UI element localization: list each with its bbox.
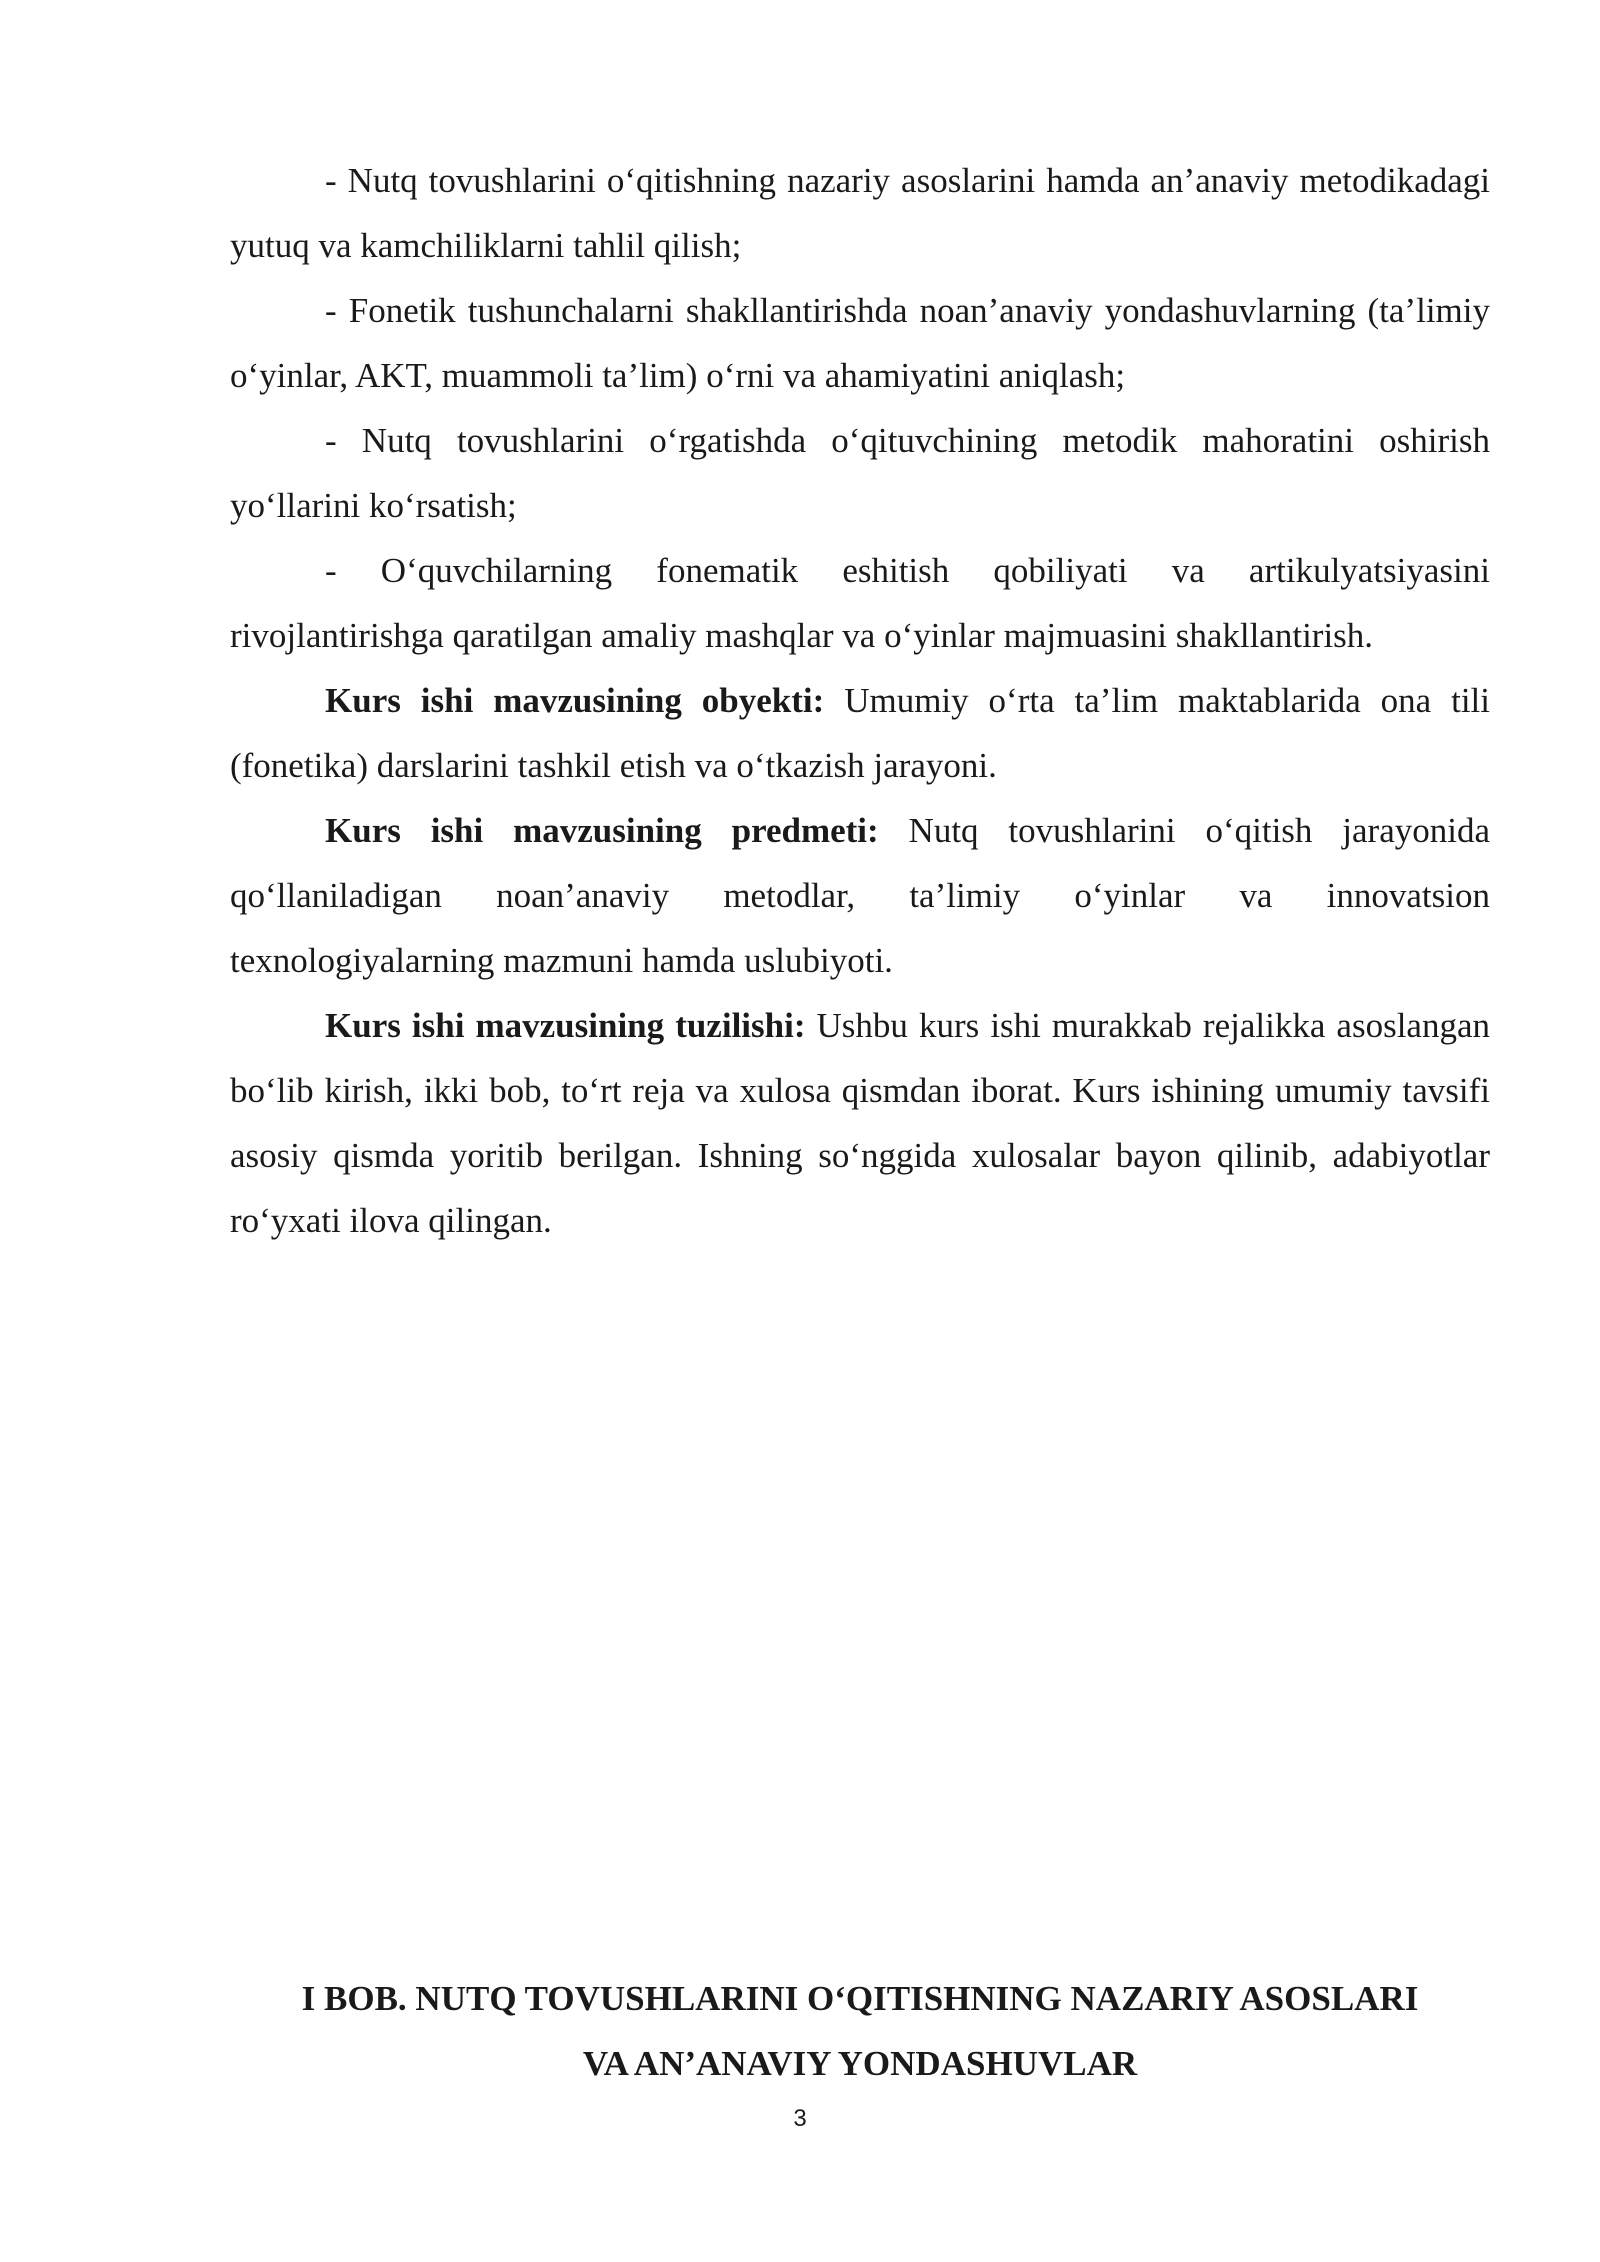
task-item-1: - Nutq tovushlarini o‘qitishning nazariy asoslarini hamda an’anaviy metodikadagi yutuq va kamchiliklarni tahlil qilish; <box>230 161 1490 265</box>
object-paragraph <box>230 668 1490 798</box>
chapter-title-line-2: VA AN’ANAVIY YONDASHUVLAR <box>582 2044 1138 2083</box>
object-label: Kurs ishi mavzusining obyekti: <box>325 681 825 720</box>
chapter-title <box>230 1966 1490 2096</box>
structure-text: Ushbu kurs ishi murakkab rejalikka asoslangan bo‘lib kirish, ikki bob, to‘rt reja va xulosa qismdan iborat. Kurs ishining umumiy tavsifi asosiy qismda yoritib berilgan. Ishning so‘nggida xulosalar bayon qilinib, adabiyotlar ro‘yxati ilova qilingan. <box>230 1006 1490 1240</box>
subject-label: Kurs ishi mavzusining predmeti: <box>325 811 879 850</box>
task-item-4: - O‘quvchilarning fonematik eshitish qobiliyati va artikulyatsiyasini rivojlantirishga qaratilgan amaliy mashqlar va o‘yinlar majmuasini shakllantirish. <box>230 551 1490 655</box>
chapter-title-line-1: I BOB. NUTQ TOVUSHLARINI O‘QITISHNING NAZARIY ASOSLARI <box>301 1979 1419 2018</box>
subject-text: Nutq tovushlarini o‘qitish jarayonida qo‘llaniladigan noan’anaviy metodlar, ta’limiy o‘yinlar va innovatsion texnologiyalarning mazmuni hamda uslubiyoti. <box>230 811 1490 980</box>
task-item-3: - Nutq tovushlarini o‘rgatishda o‘qituvchining metodik mahoratini oshirish yo‘llarini ko‘rsatish; <box>230 421 1490 525</box>
object-text: Umumiy o‘rta ta’lim maktablarida ona tili (fonetika) darslarini tashkil etish va o‘tkazish jarayoni. <box>230 681 1490 785</box>
structure-label: Kurs ishi mavzusining tuzilishi: <box>325 1006 806 1045</box>
page-number: 3 <box>793 2105 807 2132</box>
body-text <box>230 148 1490 1253</box>
subject-paragraph <box>230 798 1490 993</box>
task-item-2: - Fonetik tushunchalarni shakllantirishda noan’anaviy yondashuvlarning (ta’limiy o‘yinlar, AKT, muammoli ta’lim) o‘rni va ahamiyatini aniqlash; <box>230 291 1490 395</box>
structure-paragraph <box>230 993 1490 1253</box>
